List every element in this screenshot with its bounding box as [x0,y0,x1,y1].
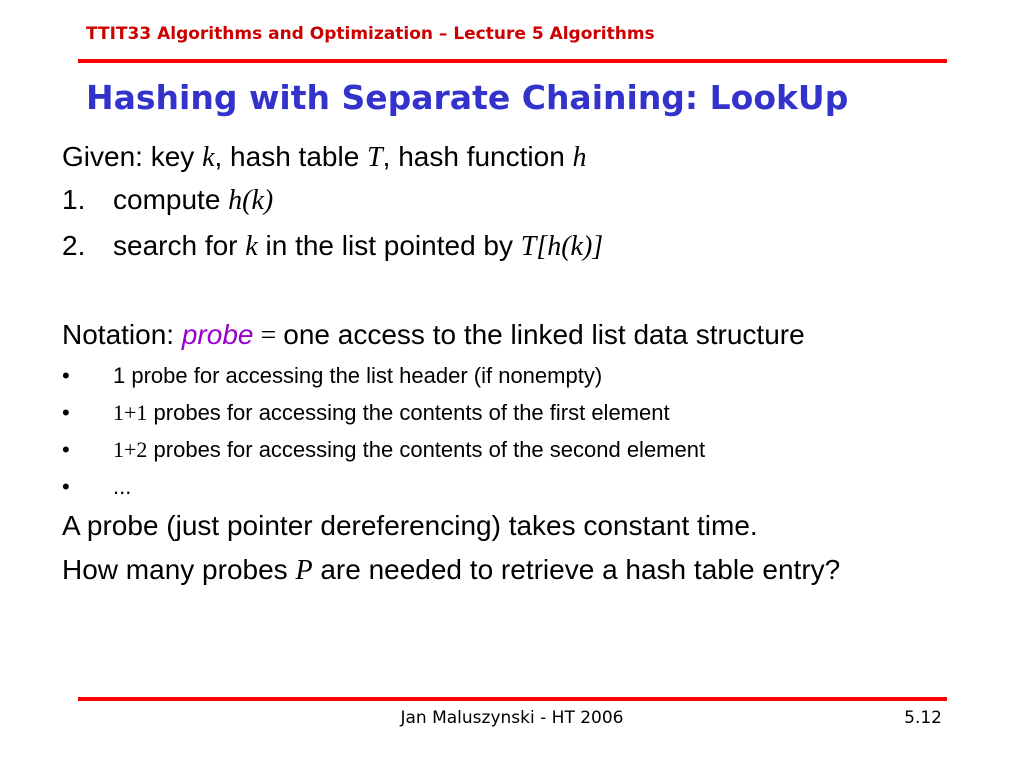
bullet-marker: • [62,474,70,499]
step-1-math: h(k) [228,185,274,216]
given-sep2: , hash function [382,141,573,172]
question-var: P [295,555,313,586]
slide-title: Hashing with Separate Chaining: LookUp [86,78,849,117]
bottom-rule [78,697,947,701]
notation-label: Notation: [62,319,182,350]
question-text2: are needed to retrieve a hash table entry? [312,554,841,585]
given-label: Given: key [62,141,203,172]
step-2-math: T[h(k)] [520,231,604,262]
key-var: k [202,142,215,173]
bullet-item [62,402,1002,424]
bullet-prefix: 1+1 [113,400,148,425]
bullet-marker: • [62,437,70,462]
step-2-marker: 2. [62,230,86,261]
func-var: h [572,142,587,173]
bullet-marker: • [62,363,70,388]
notation-equals: = [253,320,284,351]
footer-author: Jan Maluszynski - HT 2006 [400,708,624,728]
step-2-text2: in the list pointed by [257,230,521,261]
course-header: TTIT33 Algorithms and Optimization – Lecture 5 Algorithms [86,24,655,44]
top-rule [78,59,947,63]
bullet-item [62,439,1002,461]
probe-term: probe [181,319,254,350]
question-text1: How many probes [62,554,296,585]
question-line [62,553,1002,587]
bullet-text: 1 probe for accessing the list header (if nonempty) [113,363,603,388]
bullet-text: probes for accessing the contents of the second element [147,437,706,462]
bullet-text: probes for accessing the contents of the first element [147,400,670,425]
given-line [62,143,1002,172]
step-1-marker: 1. [62,184,86,215]
step-2 [62,232,1002,261]
bullet-text: ... [113,474,132,499]
step-2-text: search for [113,230,246,261]
notation-definition: one access to the linked list data structure [283,319,805,350]
constant-time-line: A probe (just pointer dereferencing) takes constant time. [62,510,758,541]
step-1-text: compute [113,184,229,215]
step-1 [62,186,1002,215]
bullet-item [62,476,1002,498]
bullet-item [62,365,1002,387]
notation-line [62,321,1002,350]
page-number: 5.12 [904,708,942,728]
given-sep1: , hash table [214,141,368,172]
step-2-var: k [245,231,258,262]
bullet-prefix: 1+2 [113,437,148,462]
bullet-marker: • [62,400,70,425]
slide-content [62,140,1002,587]
table-var: T [367,142,383,173]
